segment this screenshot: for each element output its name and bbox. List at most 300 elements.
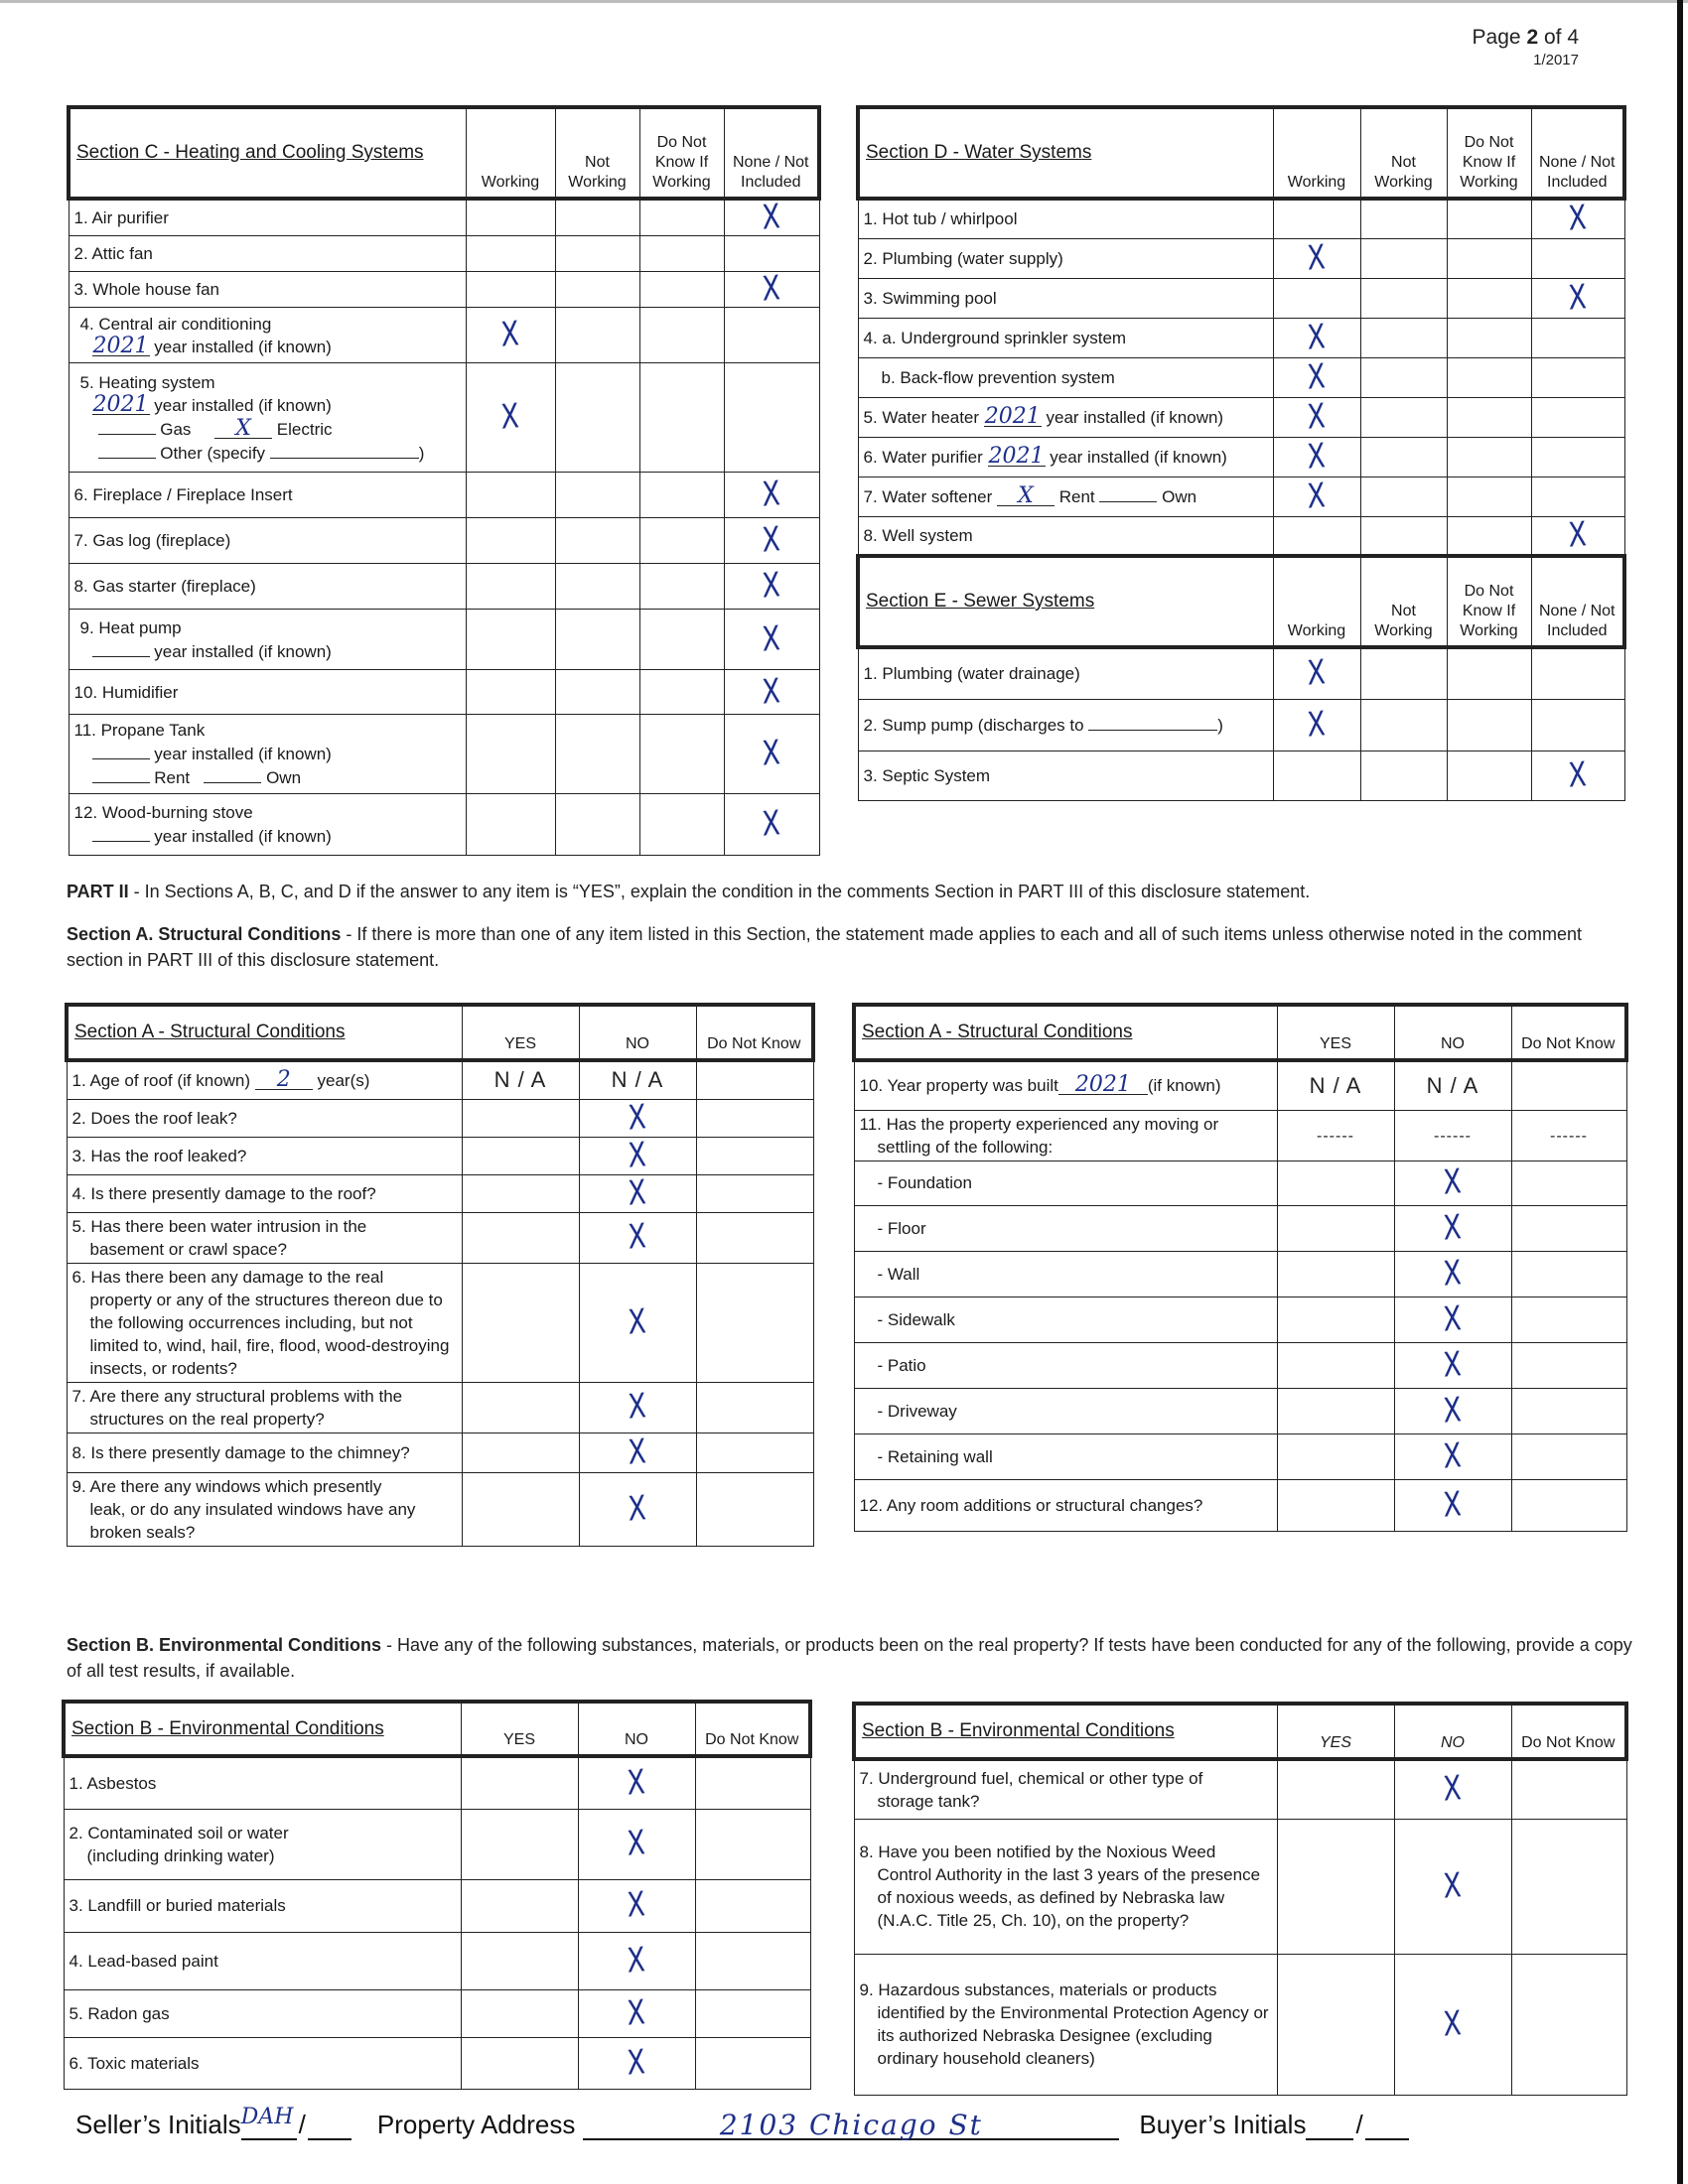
- col-not-working: Not Working: [1360, 556, 1447, 647]
- rent-field[interactable]: X: [997, 488, 1055, 506]
- section-c-title: Section C - Heating and Cooling Systems: [69, 107, 466, 199]
- discharge-field[interactable]: [1088, 713, 1217, 731]
- dash-placeholder: ------: [1550, 1127, 1588, 1145]
- no-cell[interactable]: [1394, 1819, 1511, 1954]
- table-row: [854, 1433, 1626, 1479]
- checkbox-cell[interactable]: [1360, 199, 1447, 238]
- item-label: [64, 1809, 461, 1879]
- form-date: 1/2017: [1533, 52, 1579, 68]
- col-none: None / Not Included: [1531, 107, 1624, 199]
- checkbox-cell[interactable]: [1273, 751, 1360, 800]
- page-current: 2: [1526, 26, 1539, 49]
- checkbox-cell[interactable]: [1273, 477, 1360, 516]
- no-cell[interactable]: [1394, 1388, 1511, 1433]
- dnk-cell[interactable]: [696, 1060, 813, 1099]
- no-cell[interactable]: [578, 1932, 695, 1989]
- table-row: [69, 199, 819, 236]
- buyer-initials-field-2[interactable]: [1365, 2115, 1409, 2140]
- table-row: [854, 1819, 1626, 1954]
- checkbox-cell[interactable]: [724, 715, 819, 794]
- table-row: [854, 1251, 1626, 1297]
- checkbox-cell[interactable]: [639, 610, 724, 670]
- no-cell[interactable]: [1394, 1160, 1511, 1205]
- checkbox-cell[interactable]: [1531, 357, 1624, 397]
- yes-cell[interactable]: [1277, 1433, 1394, 1479]
- checkbox-cell[interactable]: [1447, 477, 1531, 516]
- table-row: [67, 1382, 813, 1433]
- section-c-table: [67, 105, 821, 856]
- no-cell[interactable]: [578, 1756, 695, 1809]
- table-row: [854, 1342, 1626, 1388]
- year-installed-field[interactable]: 2021: [984, 403, 1041, 429]
- checkbox-cell[interactable]: [1447, 397, 1531, 437]
- checkbox-cell[interactable]: [1360, 238, 1447, 278]
- checkbox-cell[interactable]: [639, 518, 724, 564]
- yes-cell[interactable]: [1277, 1160, 1394, 1205]
- item-label: 6. Toxic materials: [64, 2037, 461, 2089]
- checkbox-cell[interactable]: [1273, 238, 1360, 278]
- checkbox-cell[interactable]: [1531, 318, 1624, 357]
- yes-cell[interactable]: [461, 1989, 578, 2037]
- item-label: [858, 397, 1273, 437]
- check-mark: X: [761, 474, 782, 515]
- year-installed-field[interactable]: [92, 639, 150, 657]
- dnk-cell[interactable]: [695, 1932, 810, 1989]
- gas-field[interactable]: [98, 417, 156, 435]
- checkbox-cell[interactable]: [555, 473, 639, 518]
- dnk-cell[interactable]: [1511, 1251, 1626, 1297]
- buyer-initials-label: Buyer’s Initials: [1139, 2110, 1307, 2139]
- dnk-cell[interactable]: [696, 1382, 813, 1433]
- page-label: Page: [1472, 26, 1527, 49]
- section-d-title: Section D - Water Systems: [858, 107, 1273, 199]
- yes-cell[interactable]: [462, 1472, 579, 1546]
- checkbox-cell[interactable]: [1447, 278, 1531, 318]
- checkbox-cell[interactable]: [1273, 437, 1360, 477]
- no-cell[interactable]: [1394, 1251, 1511, 1297]
- col-working: Working: [466, 107, 555, 199]
- checkbox-cell[interactable]: [639, 272, 724, 308]
- checkbox-cell[interactable]: [724, 794, 819, 856]
- checkbox-cell[interactable]: [639, 473, 724, 518]
- table-row: [64, 1756, 810, 1809]
- no-cell[interactable]: [1394, 1954, 1511, 2095]
- dnk-cell[interactable]: [1511, 1388, 1626, 1433]
- yes-cell[interactable]: [462, 1174, 579, 1212]
- yes-cell[interactable]: [1277, 1342, 1394, 1388]
- yes-cell[interactable]: [1277, 1297, 1394, 1342]
- checkbox-cell[interactable]: [466, 363, 555, 473]
- yes-cell[interactable]: [462, 1060, 579, 1099]
- year-installed-field[interactable]: 2021: [92, 391, 149, 417]
- table-row: [69, 473, 819, 518]
- property-address-field[interactable]: 2103 Chicago St: [583, 2115, 1119, 2140]
- no-cell[interactable]: [578, 1809, 695, 1879]
- dnk-cell[interactable]: [1511, 1954, 1626, 2095]
- year-installed-field[interactable]: 2021: [988, 443, 1045, 469]
- checkbox-cell[interactable]: [724, 518, 819, 564]
- dnk-cell[interactable]: [1511, 1060, 1626, 1110]
- dnk-cell[interactable]: [1511, 1759, 1626, 1819]
- yes-cell[interactable]: [462, 1099, 579, 1137]
- no-cell[interactable]: [1394, 1433, 1511, 1479]
- yes-cell[interactable]: [1277, 1205, 1394, 1251]
- item-label: [858, 699, 1273, 751]
- dnk-cell[interactable]: [695, 2037, 810, 2089]
- checkbox-cell[interactable]: [1447, 437, 1531, 477]
- own-field[interactable]: [204, 765, 261, 783]
- check-mark: X: [1442, 1206, 1464, 1249]
- checkbox-cell[interactable]: [1360, 357, 1447, 397]
- checkbox-cell[interactable]: [639, 236, 724, 272]
- other-label: Other (specify: [160, 443, 266, 463]
- item-text: 4. Central air conditioning: [79, 314, 272, 334]
- checkbox-cell[interactable]: [1360, 318, 1447, 357]
- no-cell[interactable]: [578, 1879, 695, 1932]
- checkbox-cell[interactable]: [1447, 238, 1531, 278]
- dnk-cell[interactable]: [696, 1174, 813, 1212]
- check-mark: X: [761, 197, 782, 238]
- checkbox-cell[interactable]: [555, 670, 639, 715]
- no-cell[interactable]: [579, 1212, 696, 1263]
- table-row: [67, 1174, 813, 1212]
- item-text: - Patio: [877, 1355, 926, 1375]
- checkbox-cell[interactable]: [639, 670, 724, 715]
- checkbox-cell[interactable]: [555, 308, 639, 363]
- year-installed-field[interactable]: 2021: [92, 333, 149, 358]
- checkbox-cell[interactable]: [639, 199, 724, 236]
- col-none: None / Not Included: [1531, 556, 1624, 647]
- checkbox-cell[interactable]: [1273, 647, 1360, 699]
- no-cell[interactable]: [1394, 1759, 1511, 1819]
- checkbox-cell[interactable]: [1360, 397, 1447, 437]
- col-no: NO: [579, 1005, 696, 1060]
- checkbox-cell[interactable]: [1273, 699, 1360, 751]
- section-e-table: [856, 554, 1626, 801]
- checkbox-cell[interactable]: [724, 670, 819, 715]
- yes-cell[interactable]: [462, 1137, 579, 1174]
- checkbox-cell[interactable]: [1531, 437, 1624, 477]
- year-installed-field[interactable]: [92, 742, 150, 759]
- item-label: 5. Heating system 2021 year installed (if known) Gas X Electric Other (specify ): [69, 363, 466, 473]
- checkbox-cell[interactable]: [639, 564, 724, 610]
- no-cell[interactable]: [579, 1171, 696, 1214]
- scan-edge-top: [0, 0, 1688, 3]
- checkbox-cell[interactable]: [1531, 199, 1624, 238]
- no-cell[interactable]: [1394, 1297, 1511, 1342]
- checkbox-cell[interactable]: [466, 610, 555, 670]
- checkbox-cell[interactable]: [724, 199, 819, 236]
- year-installed-field[interactable]: [92, 824, 150, 842]
- table-row: [69, 670, 819, 715]
- item-label: [69, 308, 466, 363]
- item-label: 1. Air purifier: [69, 199, 466, 236]
- checkbox-cell[interactable]: [466, 473, 555, 518]
- item-label: [854, 1297, 1277, 1342]
- own-field[interactable]: [1099, 484, 1157, 502]
- na-text: N / A: [1309, 1072, 1362, 1098]
- yes-cell[interactable]: [1277, 1759, 1394, 1819]
- checkbox-cell[interactable]: [1273, 278, 1360, 318]
- initials-separator: /: [298, 2110, 306, 2139]
- dnk-cell[interactable]: [1511, 1205, 1626, 1251]
- section-b-title: Section B - Environmental Conditions: [854, 1704, 1277, 1759]
- other-specify-field[interactable]: [270, 441, 419, 459]
- checkbox-cell[interactable]: [724, 473, 819, 518]
- checkbox-cell[interactable]: [466, 670, 555, 715]
- checkbox-cell[interactable]: [1531, 513, 1624, 556]
- check-mark: X: [1567, 513, 1589, 556]
- item-label: 1. Plumbing (water drainage): [858, 647, 1273, 699]
- yes-cell[interactable]: [462, 1433, 579, 1472]
- item-label: [854, 1759, 1277, 1819]
- table-row: [854, 1205, 1626, 1251]
- checkbox-cell[interactable]: [555, 715, 639, 794]
- checkbox-cell[interactable]: [1360, 516, 1447, 554]
- dnk-cell[interactable]: [695, 1756, 810, 1809]
- checkbox-cell[interactable]: [1531, 647, 1624, 699]
- check-mark: X: [1442, 2002, 1464, 2045]
- checkbox-cell[interactable]: [1447, 516, 1531, 554]
- dnk-cell[interactable]: [1511, 1819, 1626, 1954]
- yes-cell[interactable]: [1277, 1479, 1394, 1531]
- initials-separator: /: [1355, 2110, 1363, 2139]
- dnk-cell[interactable]: [696, 1472, 813, 1546]
- item-text: 5. Has there been water intrusion in the: [71, 1216, 367, 1236]
- col-do-not-know: Do Not Know: [696, 1005, 813, 1060]
- page-total: 4: [1567, 26, 1579, 49]
- check-mark: X: [626, 1761, 647, 1804]
- checkbox-cell[interactable]: [466, 564, 555, 610]
- dnk-cell[interactable]: [696, 1137, 813, 1174]
- checkbox-cell[interactable]: [1273, 318, 1360, 357]
- no-cell[interactable]: [1394, 1342, 1511, 1388]
- checkbox-cell[interactable]: [555, 794, 639, 856]
- yes-cell[interactable]: [1277, 1060, 1394, 1110]
- no-cell[interactable]: [578, 2037, 695, 2089]
- item-label: [854, 1110, 1277, 1160]
- no-cell[interactable]: [579, 1134, 696, 1176]
- yes-cell[interactable]: [461, 1932, 578, 1989]
- check-mark: X: [627, 1386, 648, 1428]
- checkbox-cell[interactable]: [1531, 238, 1624, 278]
- checkbox-cell[interactable]: [1360, 477, 1447, 516]
- checkbox-cell[interactable]: [466, 794, 555, 856]
- item-text-cont: settling of the following:: [877, 1137, 1054, 1157]
- dnk-cell[interactable]: [1511, 1297, 1626, 1342]
- year-built-field[interactable]: 2021: [1058, 1077, 1148, 1095]
- checkbox-cell[interactable]: [1447, 357, 1531, 397]
- checkbox-cell[interactable]: [466, 199, 555, 236]
- yes-cell[interactable]: [1277, 1954, 1394, 2095]
- checkbox-cell[interactable]: [1360, 278, 1447, 318]
- table-row: [69, 236, 819, 272]
- yes-cell[interactable]: [462, 1263, 579, 1382]
- checkbox-cell[interactable]: [1273, 199, 1360, 238]
- dnk-cell[interactable]: [1511, 1342, 1626, 1388]
- yes-cell[interactable]: [1277, 1388, 1394, 1433]
- checkbox-cell[interactable]: [639, 794, 724, 856]
- table-row: [69, 518, 819, 564]
- other-field[interactable]: [98, 441, 156, 459]
- table-row: [69, 564, 819, 610]
- yes-cell[interactable]: [462, 1382, 579, 1433]
- item-label: 8. Well system: [858, 516, 1273, 554]
- dnk-cell[interactable]: [696, 1212, 813, 1263]
- checkbox-cell[interactable]: [1360, 751, 1447, 800]
- item-label: 4. a. Underground sprinkler system: [858, 318, 1273, 357]
- table-row: [69, 272, 819, 308]
- buyer-initials-field-1[interactable]: [1306, 2115, 1353, 2140]
- checkbox-cell[interactable]: [1273, 357, 1360, 397]
- checkbox-cell[interactable]: [555, 610, 639, 670]
- checkbox-cell[interactable]: [555, 272, 639, 308]
- seller-initials-field-1[interactable]: [240, 2105, 297, 2140]
- table-row: [69, 610, 819, 670]
- table-row: [854, 1160, 1626, 1205]
- checkbox-cell[interactable]: [639, 363, 724, 473]
- no-cell[interactable]: [579, 1060, 696, 1099]
- col-yes: YES: [1277, 1704, 1394, 1759]
- dnk-cell[interactable]: [696, 1433, 813, 1472]
- dnk-cell[interactable]: [695, 1879, 810, 1932]
- yes-cell[interactable]: [461, 2037, 578, 2089]
- no-cell[interactable]: [1394, 1205, 1511, 1251]
- checkbox-cell[interactable]: [1447, 699, 1531, 751]
- checkbox-cell[interactable]: [555, 363, 639, 473]
- no-cell[interactable]: [579, 1382, 696, 1433]
- checkbox-cell[interactable]: [1531, 278, 1624, 318]
- checkbox-cell[interactable]: [639, 308, 724, 363]
- item-text: 2. Contaminated soil or water: [69, 1823, 289, 1843]
- checkbox-cell[interactable]: [1447, 647, 1531, 699]
- rent-label: Rent: [1058, 487, 1095, 506]
- section-b-text: - Have any of the following substances, materials, or products been on the real property? If tests have been conducted for any of the following, provide a copy of all test results, if available.: [67, 1635, 1632, 1681]
- dnk-cell[interactable]: [1511, 1433, 1626, 1479]
- checkbox-cell[interactable]: [724, 268, 819, 310]
- yes-cell[interactable]: [461, 1756, 578, 1809]
- part2-intro: [67, 879, 1635, 904]
- checkbox-cell[interactable]: [466, 308, 555, 363]
- col-do-not-know: Do Not Know If Working: [1447, 107, 1531, 199]
- no-cell[interactable]: [578, 1989, 695, 2037]
- checkbox-cell[interactable]: [1360, 647, 1447, 699]
- item-text: - Wall: [877, 1264, 920, 1284]
- item-text: - Sidewalk: [877, 1309, 955, 1329]
- dnk-cell[interactable]: [696, 1099, 813, 1137]
- no-cell[interactable]: [579, 1433, 696, 1472]
- checkbox-cell[interactable]: [555, 236, 639, 272]
- col-do-not-know: Do Not Know: [1511, 1005, 1626, 1060]
- checkbox-cell[interactable]: [1273, 397, 1360, 437]
- checkbox-cell[interactable]: [555, 564, 639, 610]
- check-mark: X: [627, 1300, 648, 1343]
- table-row: [858, 397, 1624, 437]
- col-do-not-know: Do Not Know If Working: [639, 107, 724, 199]
- checkbox-cell[interactable]: [466, 518, 555, 564]
- checkbox-cell[interactable]: [1447, 318, 1531, 357]
- item-label: 3. Whole house fan: [69, 272, 466, 308]
- yes-cell[interactable]: [1277, 1251, 1394, 1297]
- checkbox-cell[interactable]: [639, 715, 724, 794]
- no-cell[interactable]: [1394, 1060, 1511, 1110]
- seller-initials-field-2[interactable]: [308, 2115, 352, 2140]
- table-row: [67, 1433, 813, 1472]
- checkbox-cell[interactable]: [1360, 437, 1447, 477]
- dnk-cell[interactable]: [696, 1263, 813, 1382]
- item-label: 6. Fireplace / Fireplace Insert: [69, 473, 466, 518]
- dnk-cell[interactable]: [695, 1809, 810, 1879]
- check-mark: X: [1567, 198, 1589, 240]
- no-cell[interactable]: [579, 1472, 696, 1546]
- checkbox-cell[interactable]: [1531, 751, 1624, 800]
- checkbox-cell[interactable]: [1447, 751, 1531, 800]
- item-label: [854, 1060, 1277, 1110]
- checkbox-cell[interactable]: [1531, 397, 1624, 437]
- no-cell: [1394, 1110, 1511, 1160]
- checkbox-cell[interactable]: [1531, 477, 1624, 516]
- table-row: [64, 1879, 810, 1932]
- check-mark: X: [761, 670, 782, 713]
- footer-signature-line: [75, 2105, 1605, 2141]
- yes-cell[interactable]: [461, 1879, 578, 1932]
- item-label: 2. Does the roof leak?: [67, 1099, 462, 1137]
- no-cell[interactable]: [1394, 1479, 1511, 1531]
- table-row: [67, 1060, 813, 1099]
- dnk-cell[interactable]: [1511, 1479, 1626, 1531]
- checkbox-cell[interactable]: [724, 610, 819, 670]
- item-label: [69, 794, 466, 856]
- checkbox-cell[interactable]: [724, 236, 819, 272]
- item-label: [854, 1954, 1277, 2095]
- table-row: [69, 715, 819, 794]
- checkbox-cell[interactable]: [1531, 699, 1624, 751]
- checkbox-cell[interactable]: [724, 564, 819, 610]
- col-no: NO: [578, 1702, 695, 1756]
- dnk-cell[interactable]: [1511, 1160, 1626, 1205]
- yes-cell[interactable]: [1277, 1819, 1394, 1954]
- rent-field[interactable]: [92, 765, 150, 783]
- roof-age-field[interactable]: 2: [255, 1072, 313, 1090]
- checkbox-cell[interactable]: [555, 518, 639, 564]
- checkbox-cell[interactable]: [1273, 516, 1360, 554]
- checkbox-cell[interactable]: [466, 272, 555, 308]
- checkbox-cell[interactable]: [1447, 199, 1531, 238]
- checkbox-cell[interactable]: [724, 363, 819, 473]
- col-working: Working: [1273, 556, 1360, 647]
- electric-field[interactable]: X: [214, 421, 272, 439]
- section-a-title: Section A - Structural Conditions: [67, 1005, 462, 1060]
- checkbox-cell[interactable]: [555, 199, 639, 236]
- table-row: [854, 1954, 1626, 2095]
- no-cell[interactable]: [579, 1263, 696, 1382]
- item-text: 9. Hazardous substances, materials or products: [859, 1980, 1217, 1999]
- col-not-working: Not Working: [555, 107, 639, 199]
- dnk-cell[interactable]: [695, 1989, 810, 2037]
- col-do-not-know: Do Not Know: [1511, 1704, 1626, 1759]
- no-cell[interactable]: [579, 1096, 696, 1139]
- table-row: [67, 1137, 813, 1174]
- item-label: [854, 1205, 1277, 1251]
- checkbox-cell[interactable]: [1360, 699, 1447, 751]
- col-yes: YES: [1277, 1005, 1394, 1060]
- checkbox-cell[interactable]: [466, 236, 555, 272]
- yes-cell[interactable]: [461, 1809, 578, 1879]
- checkbox-cell[interactable]: [724, 308, 819, 363]
- yes-cell[interactable]: [462, 1212, 579, 1263]
- item-label: [854, 1251, 1277, 1297]
- checkbox-cell[interactable]: [466, 715, 555, 794]
